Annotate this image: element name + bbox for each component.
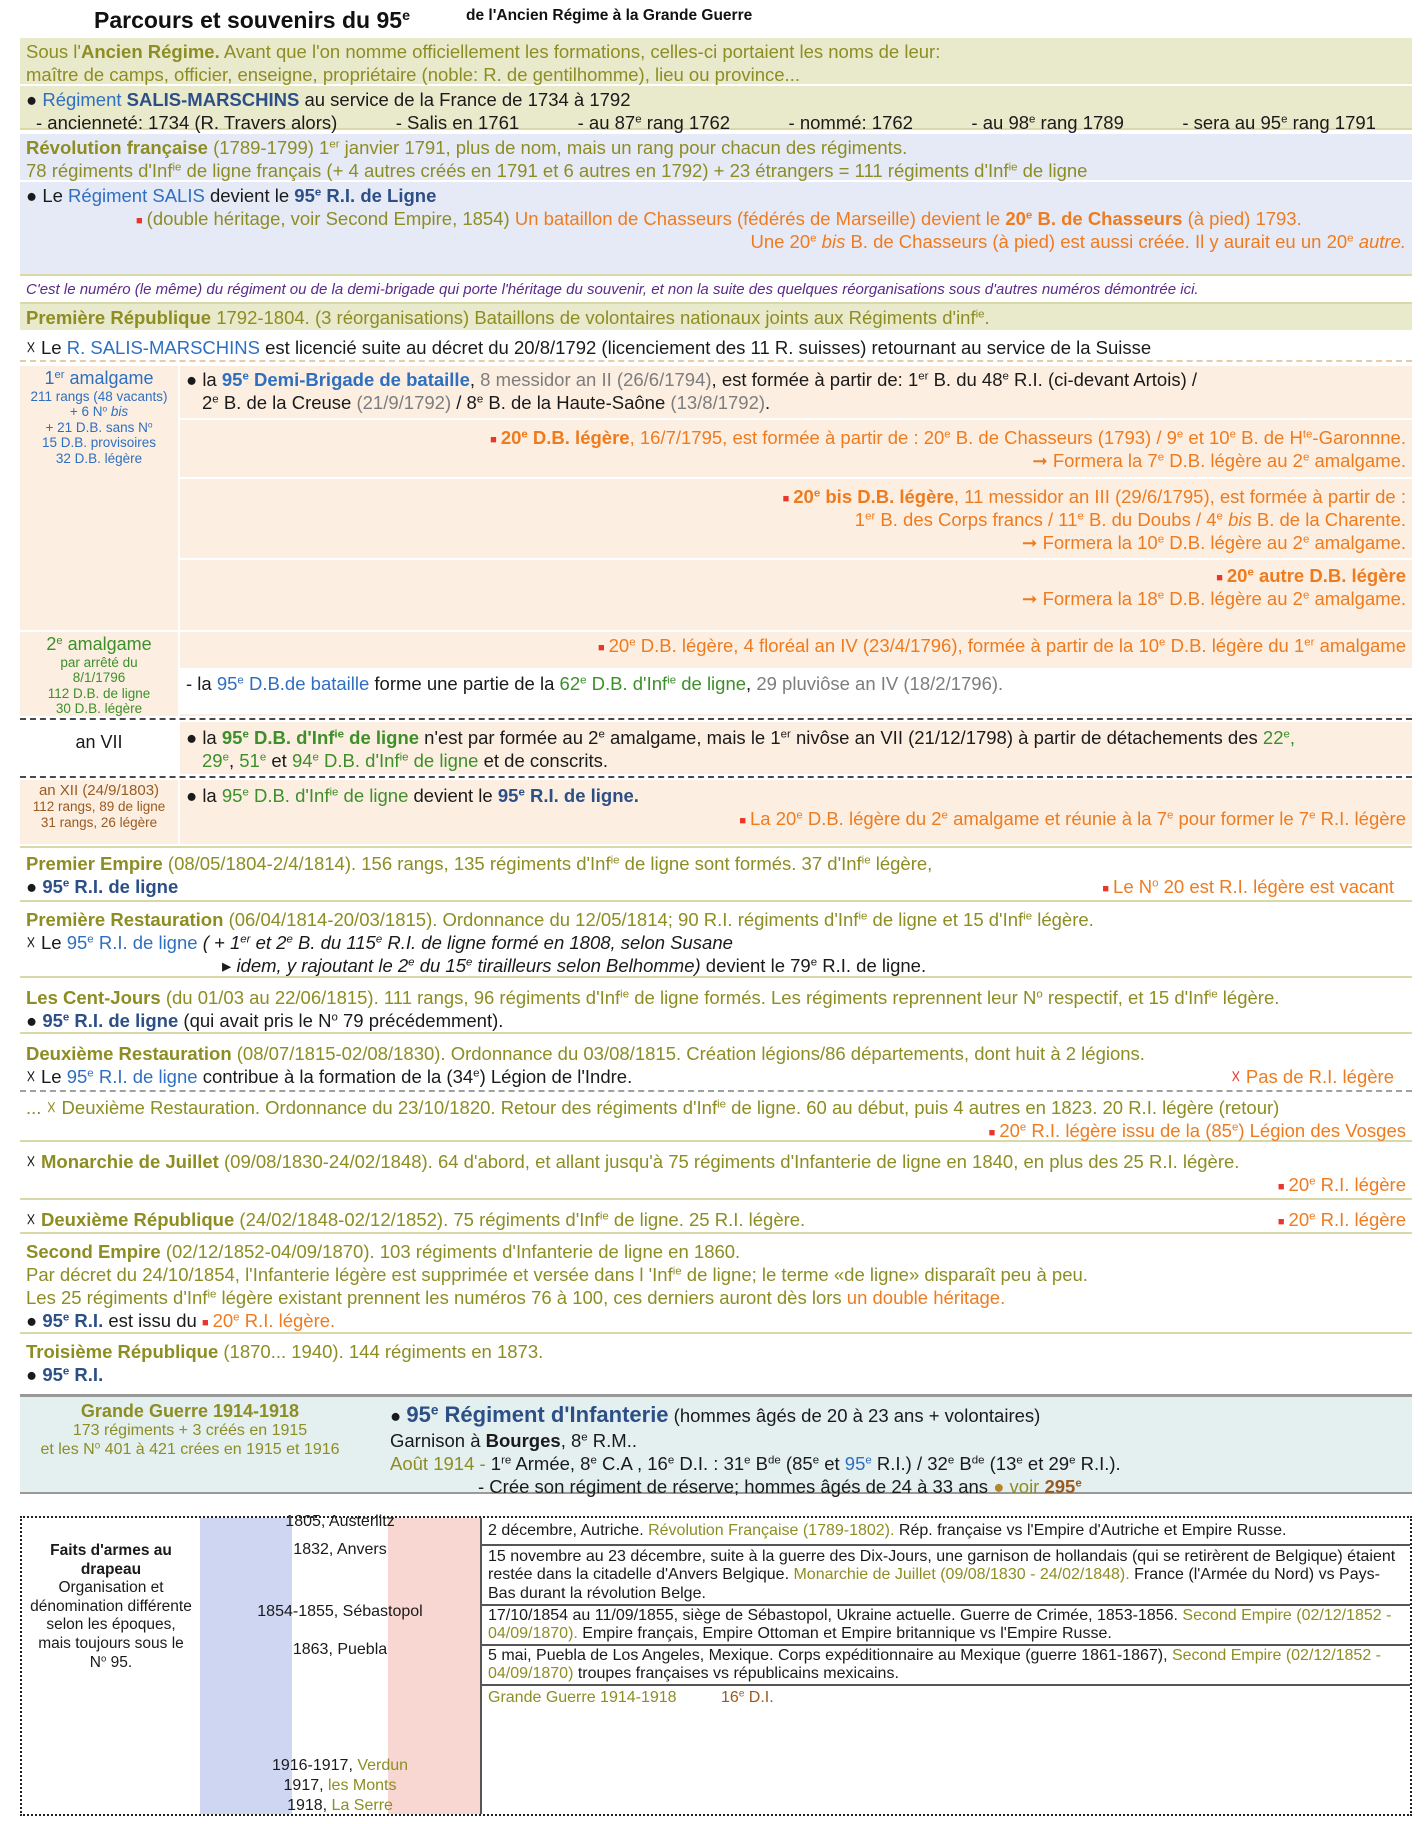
faits-armes-label: Faits d'armes au drapeau Organisation et dénomination différente selon les époques, mais toujours sous le $N^o$ 95. xyxy=(22,1518,202,1814)
second-empire-section: Second Empire (02/12/1852-04/09/1870). 103 régiments d'Infanterie de ligne en 1860. Par décret du 24/10/1854, l'Infanterie légère est supprimée et versée dans l 'Inf$^{ie}$ de ligne; le terme «de ligne» disparaît peu à peu. Les 25 régiments d'Inf$^{ie}$ légère existant prennent les numéros 76 à 100, ces derniers auront dès lors un double héritage. ● 95e R.I. est issu du ■ 20e R.I. légère. xyxy=(20,1238,1412,1334)
ancien-regime-intro: Sous l'Ancien Régime. Avant que l'on nomme officiellement les formations, celles-ci portaient les noms de leur: maître de camps, officier, enseigne, propriétaire (noble: R. de gentilhomme), lieu ou province... xyxy=(20,38,1412,84)
revolution-section: Révolution française (1789-1799) 1er janvier 1791, plus de nom, mais un rang pour chacun des régiments. 78 régiments d'Inf$^{ie}$ de ligne français (+ 4 autres créés en 1791 et 6 autres en 1792) + 23 étrangers = 111 régiments d'Inf$^{ie}$ de ligne xyxy=(20,134,1412,180)
monarchie-juillet-section: ☓ Monarchie de Juillet (09/08/1830-24/02/1848). 64 d'abord, et allant jusqu'à 75 régiments d'Infanterie de ligne en 1840, en plus des 25 R.I. légère. ■ 20e R.I. légère xyxy=(20,1148,1412,1200)
an-vii-block: an VII ● la 95e D.B. d'Inf$^{ie}$ de ligne n'est par formée au 2e amalgame, mais le 1er nivôse an VII (21/12/1798) à partir de détachements des 22e, 29e, 51e et 94e D.B. d'Inf$^{ie}$ de ligne et de conscrits. xyxy=(20,722,1412,774)
troisieme-republique-section: Troisième République (1870... 1940). 144 régiments en 1873. ● 95e R.I. xyxy=(26,1341,544,1386)
revolution-regiment: ● Le Régiment SALIS devient le 95e R.I. de Ligne ■ (double héritage, voir Second Empire, 1854) Un bataillon de Chasseurs (fédérés de Marseille) devient le 20e B. de Chasseurs (à pied) 1793. Une 20e bis B. de Chasseurs (à pied) est aussi créée. Il y aurait eu un 20e autre. xyxy=(20,182,1412,276)
page-title: Parcours et souvenirs du 95e xyxy=(94,7,411,33)
battle-sebastopol: 1854-1855, Sébastopol xyxy=(257,1603,423,1620)
premiere-restauration-section: Première Restauration (06/04/1814-20/03/1815). Ordonnance du 12/05/1814; 90 R.I. régiments d'Inf$^{ie}$ de ligne et 15 d'Inf$^{ie}$ légère. ☓ Le 95e R.I. de ligne ( + 1er et 2e B. du 115e R.I. de ligne formé en 1808, selon Susane ▸ idem, y rajoutant le 2e du 15e tirailleurs selon Belhomme) devient le 79e R.I. de ligne. xyxy=(20,906,1412,978)
battle-les-monts: 1917, les Monts xyxy=(283,1777,397,1794)
licenciement-line: ☓ Le R. SALIS-MARSCHINS est licencié suite au décret du 20/8/1792 (licenciement des 11 R. suisses) retournant au service de la Suisse xyxy=(20,334,1412,362)
battle-puebla: 1863, Puebla xyxy=(292,1641,388,1658)
cent-jours-section: Les Cent-Jours (du 01/03 au 22/06/1815). 111 rangs, 96 régiments d'Inf$^{ie}$ de ligne formés. Les régiments reprennent leur $N^o$ respectif, et 15 d'Inf$^{ie}$ légère. ● 95e R.I. de ligne (qui avait pris le $N^o$ 79 précédemment). xyxy=(20,984,1412,1034)
anciennete-item: - nommé: 1762 xyxy=(788,112,913,134)
battle-la-serre: 1918, La Serre xyxy=(287,1797,393,1814)
detail-austerlitz: 2 décembre, Autriche. Révolution Française (1789-1802). Rép. française vs l'Empire d'Autriche et Empire Russe. xyxy=(482,1518,1410,1546)
detail-grande-guerre: Grande Guerre 1914-1918 16e D.I. xyxy=(488,1688,774,1706)
detail-anvers: 15 novembre au 23 décembre, suite à la guerre des Dix-Jours, une garnison de hollandais (qui se retirèrent de Belgique) étaient restée dans la citadelle d'Anvers Belgique. Monarchie de Juillet (09/08/1830 - 24/02/1848). France (l'Armée du Nord) vs Pays-Bas durant la révolution Belge. xyxy=(482,1546,1410,1606)
battle-anvers: 1832, Anvers xyxy=(293,1541,387,1558)
anciennete-item: - ancienneté: 1734 (R. Travers alors) xyxy=(36,112,338,134)
salis-marschins-section: ● Régiment SALIS-MARSCHINS au service de la France de 1734 à 1792 - ancienneté: 1734 (R. Travers alors) - Salis en 1761 - au 87e rang 1762 - nommé: 1762 - au 98e rang 1789 - sera au 95e rang 1791 xyxy=(20,86,1412,130)
anciennete-item: - au 87e rang 1762 xyxy=(577,112,731,134)
ordonnance-1820-section: ... ☓ Deuxième Restauration. Ordonnance du 23/10/1820. Retour des régiments d'Inf$^{ie}$ de ligne. 60 au début, puis 4 autres en 1823. 20 R.I. légère (retour) ■ 20e R.I. légère issu de la (85e) Légion des Vosges xyxy=(20,1094,1412,1142)
anciennete-item: - Salis en 1761 xyxy=(395,112,520,134)
amalgame1-block: 1er amalgame 211 rangs (48 vacants) + 6 $N^o$ bis + 21 D.B. sans $N^o$ 15 D.B. provisoires 32 D.B. légère ● la 95e Demi-Brigade de bataille, 8 messidor an II (26/6/1794), est formée à partir de: 1er B. du 48e R.I. (ci-devant Artois) / 2e B. de la Creuse (21/9/1792) / 8e B. de la Haute-Saône (13/8/1792). ■ 20e D.B. légère, 16/7/1795, est formée à partir de : 20e B. de Chasseurs (1793) / 9e et 10e B. de $H^{te}$-Garonnne. ➞ Formera la 7e D.B. légère au 2e amalgame. ■ 20e bis D.B. légère, 11 messidor an III (29/6/1795), est formée à partir de : 1er B. des Corps francs / 11e B. du Doubs / 4e bis B. de la Charente. ➞ Formera la 10e D.B. légère au 2e amalgame. ■ 20e autre D.B. légère ➞ Formera la 18e D.B. légère au 2e amalgame. xyxy=(20,366,1412,630)
heritage-note: C'est le numéro (le même) du régiment ou de la demi-brigade qui porte l'héritage du souvenir, et non la suite des quelques réorganisations sous d'autres numéros démontrée ici. xyxy=(26,281,1199,298)
grande-guerre-section: Grande Guerre 1914-1918 173 régiments + 3 créés en 1915 et les $N^o$ 401 à 421 crées en 1915 et 1916 ● 95e Régiment d'Infanterie (hommes âgés de 20 à 23 ans + volontaires) Garnison à Bourges, 8e R.M.. Août 1914 - 1re Armée, 8e C.A , 16e D.I. : 31e $B^{de}$ (85e et 95e R.I.) / 32e $B^{de}$ (13e et 29e R.I.). - Crée son régiment de réserve; hommes âgés de 24 à 33 ans ● voir 295e xyxy=(20,1394,1412,1494)
deuxieme-republique-section: ☓ Deuxième République (24/02/1848-02/12/1852). 75 régiments d'Inf$^{ie}$ de ligne. 25 R.I. légère. ■ 20e R.I. légère xyxy=(20,1204,1412,1234)
page-subtitle: de l'Ancien Régime à la Grande Guerre xyxy=(466,7,753,24)
anciennete-item: - sera au 95e rang 1791 xyxy=(1182,112,1376,134)
detail-puebla: 5 mai, Puebla de Los Angeles, Mexique. Corps expéditionnaire au Mexique (guerre 1861-1867), Second Empire (02/12/1852 - 04/09/1870) troupes françaises vs républicains mexicains. xyxy=(482,1646,1410,1686)
amalgame2-block: 2e amalgame par arrêté du 8/1/1796 112 D.B. de ligne 30 D.B. légère ■ 20e D.B. légère, 4 floréal an IV (23/4/1796), formée à partir de la 10e D.B. légère du 1er amalgame - la 95e D.B.de bataille forme une partie de la 62e D.B. d'Inf$^{ie}$ de ligne, 29 pluviôse an IV (18/2/1796). xyxy=(20,632,1412,716)
amalgame1-label: 1er amalgame 211 rangs (48 vacants) + 6 $N^o$ bis + 21 D.B. sans $N^o$ 15 D.B. provisoires 32 D.B. légère xyxy=(30,368,168,466)
battle-austerlitz: 1805, Austerlitz xyxy=(285,1513,395,1530)
anciennete-list xyxy=(26,111,1406,134)
battles-details xyxy=(482,1518,1410,1814)
deuxieme-restauration-section: Deuxième Restauration (08/07/1815-02/08/1830). Ordonnance du 03/08/1815. Création légions/86 départements, dont huit à 2 légions. ☓ Le 95e R.I. de ligne contribue à la formation de la (34e) Légion de l'Indre. ☓ Pas de R.I. légère xyxy=(20,1040,1412,1092)
detail-sebastopol: 17/10/1854 au 11/09/1855, siège de Sébastopol, Ukraine actuelle. Guerre de Crimée, 1853-1856. Second Empire (02/12/1852 - 04/09/1870). Empire français, Empire Ottoman et Empire britannique vs l'Empire Russe. xyxy=(482,1606,1410,1646)
battle-verdun: 1916-1917, Verdun xyxy=(271,1757,409,1774)
battles-column xyxy=(200,1513,482,1814)
page-header xyxy=(20,2,1412,38)
premier-empire-section: Premier Empire (08/05/1804-2/4/1814). 156 rangs, 135 régiments d'Inf$^{ie}$ de ligne sont formés. 37 d'Inf$^{ie}$ légère, ● 95e R.I. de ligne ■ Le $N^o$ 20 est R.I. légère est vacant xyxy=(20,850,1412,902)
amalgame2-label: 2e amalgame par arrêté du 8/1/1796 112 D.B. de ligne 30 D.B. légère xyxy=(46,634,152,717)
faits-armes-table xyxy=(20,1513,1412,1816)
premiere-republique-header: Première République 1792-1804. (3 réorganisations) Bataillons de volontaires nationaux joints aux Régiments d'inf$^{ie}$. xyxy=(20,304,1412,330)
an-xii-block: an XII (24/9/1803) 112 rangs, 89 de ligne 31 rangs, 26 légère ● la 95e D.B. d'Inf$^{ie}$ de ligne devient le 95e R.I. de ligne. ■ La 20e D.B. légère du 2e amalgame et réunie à la 7e pour former le 7e R.I. légère xyxy=(20,780,1412,844)
anciennete-item: - au 98e rang 1789 xyxy=(971,112,1124,134)
